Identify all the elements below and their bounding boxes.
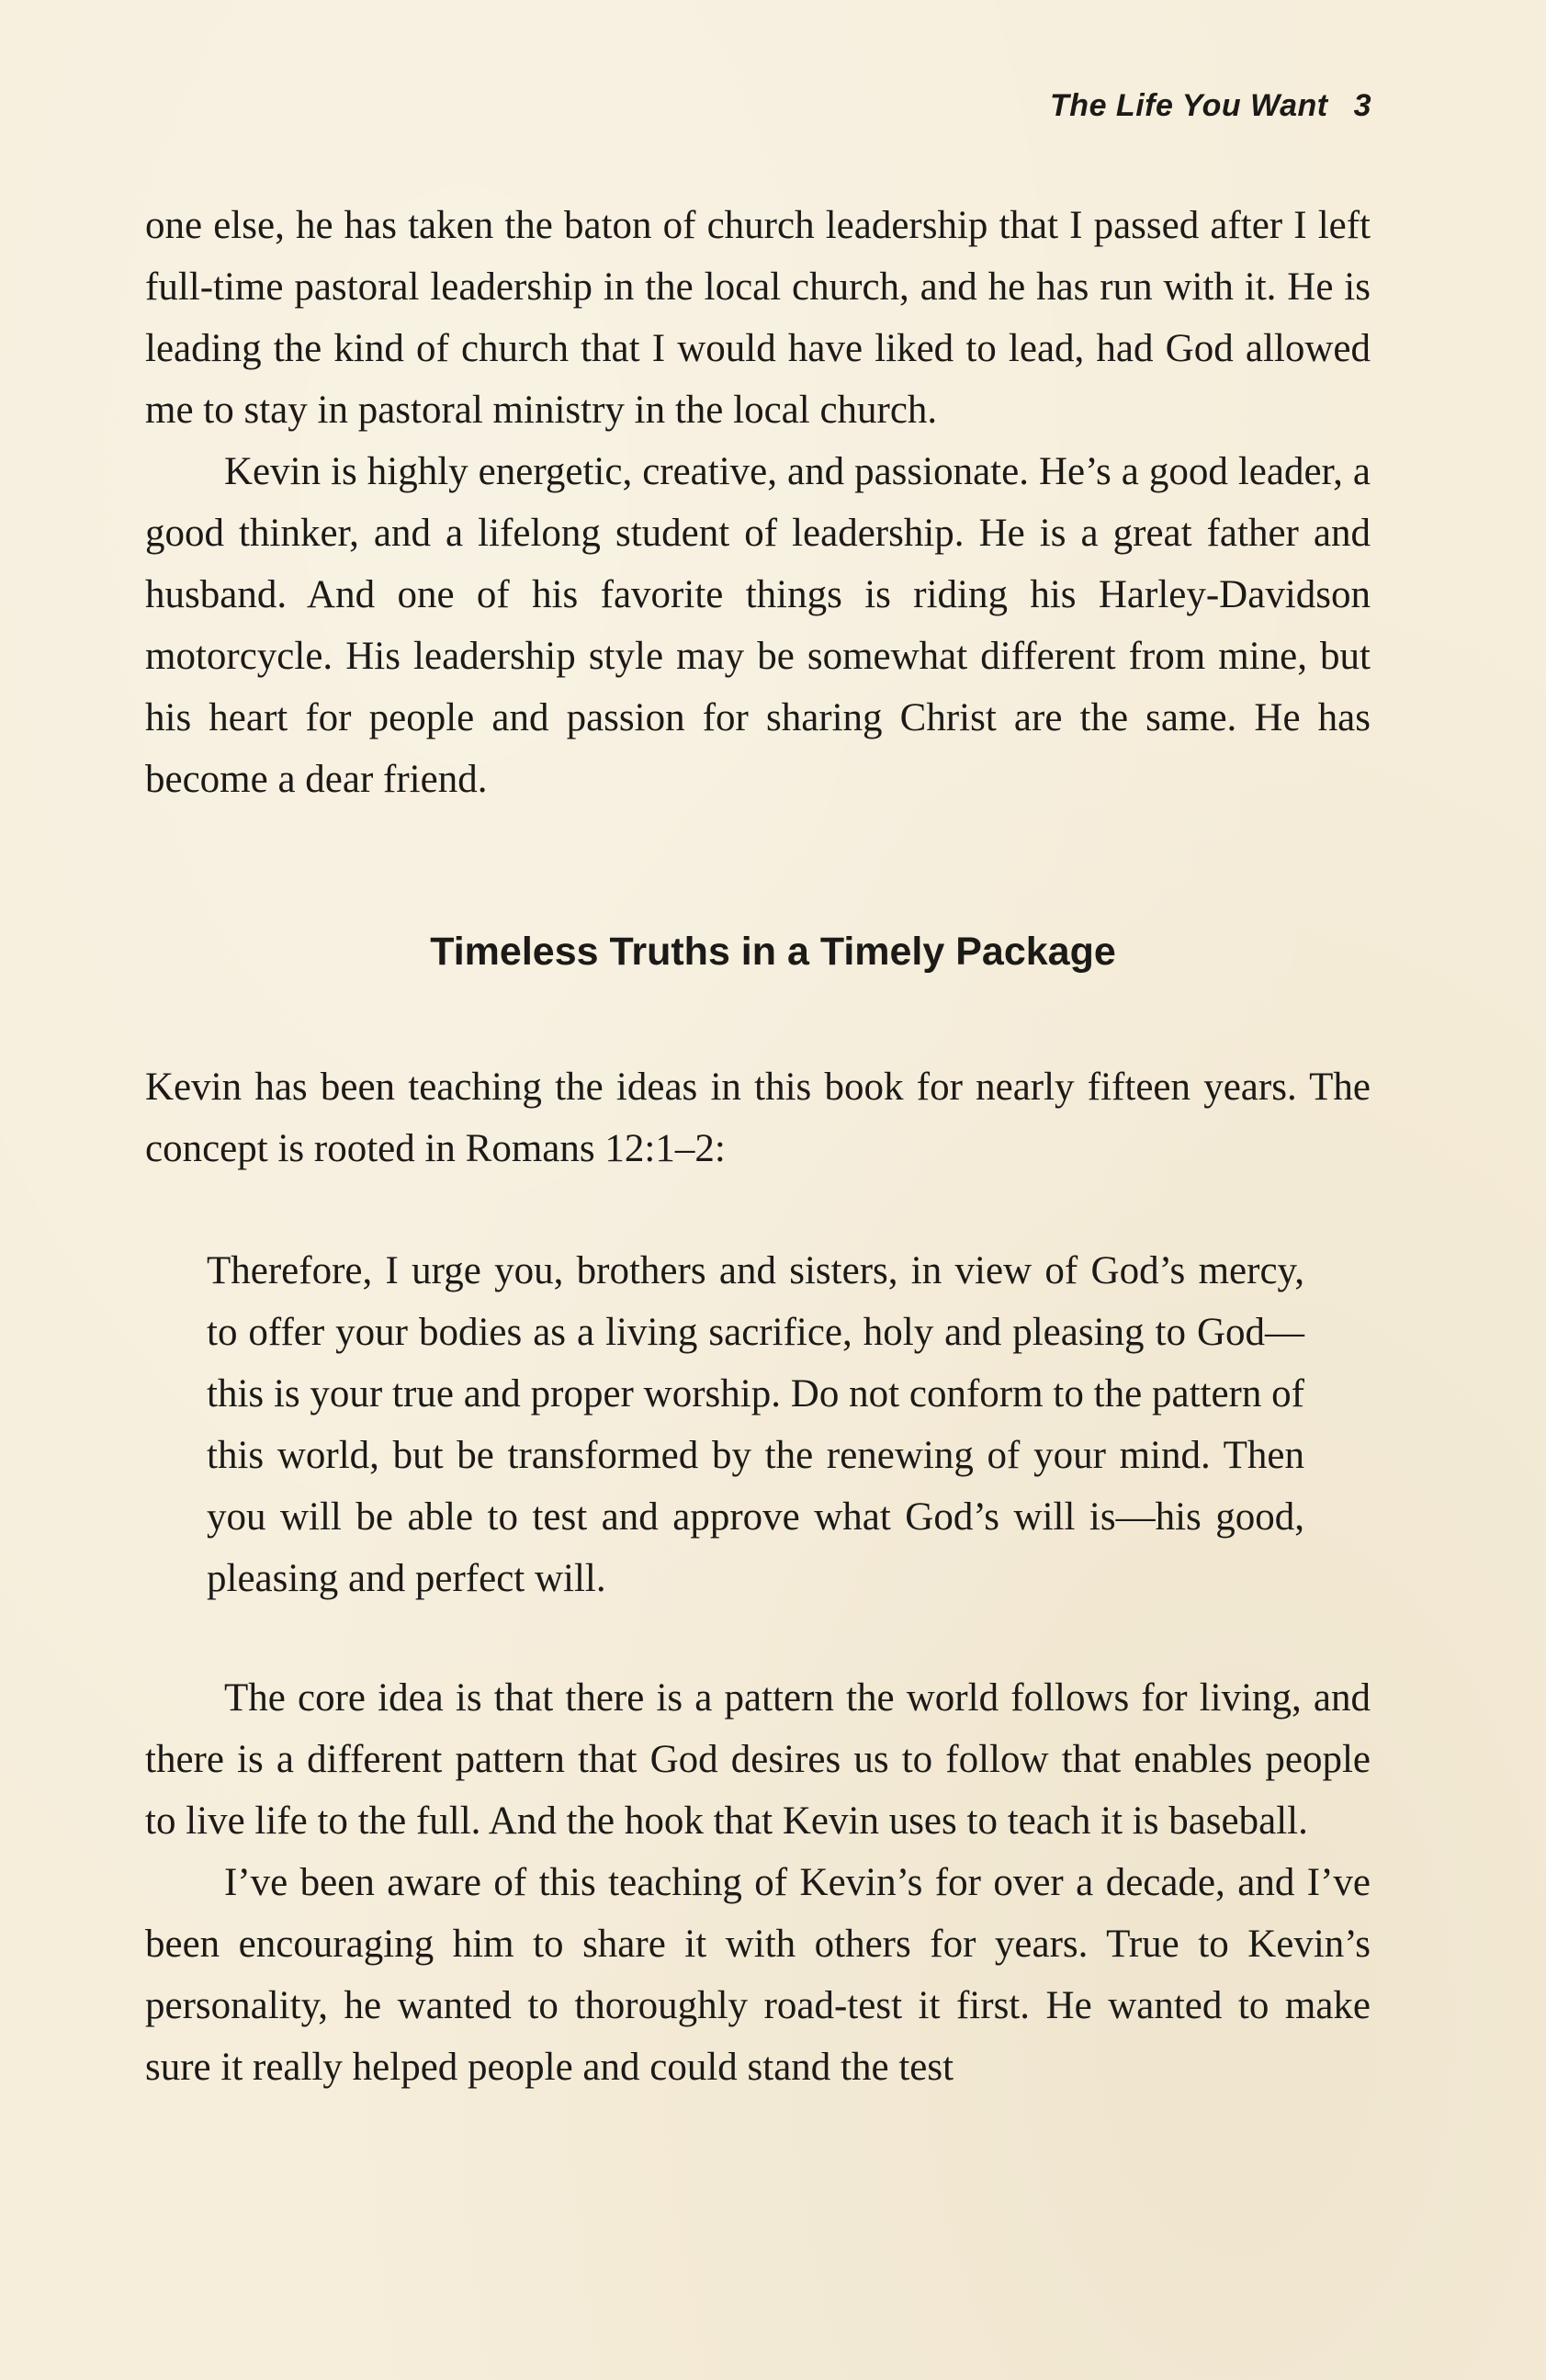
section-heading: Timeless Truths in a Timely Package xyxy=(430,930,1116,974)
body-text-top xyxy=(145,195,1371,810)
body-text-bottom xyxy=(145,1667,1371,2098)
running-head xyxy=(1050,88,1371,124)
body-text-intro xyxy=(145,1056,1371,1179)
scripture-quote: Therefore, I urge you, brothers and sisters, in view of God’s mercy, to offer your bodies as a living sacrifice, holy and pleasing to God—this is your true and proper worship. Do not conform to the pattern of this world, but be transformed by the renewing of your mind. Then you will be able to test and approve what God’s will is—his good, pleasing and perfect will. xyxy=(207,1249,1304,1600)
paragraph-core-idea: The core idea is that there is a pattern the world follows for living, and there is a different pattern that God desires us to follow that enables people to live life to the full. And the hook that Kevin uses to teach it is baseball. xyxy=(145,1676,1371,1843)
paragraph-continued: one else, he has taken the baton of church leadership that I passed after I left full-time pastoral leadership in the local church, and he has run with it. He is leading the kind of church that I would have liked to lead, had God allowed me to stay in pastoral ministry in the local church. xyxy=(145,204,1371,432)
paragraph-awareness: I’ve been aware of this teaching of Kevin’s for over a decade, and I’ve been encouraging him to share it with others for years. True to Kevin’s personality, he wanted to thoroughly road-test it first. He wanted to make sure it really helped people and could stand the test xyxy=(145,1861,1371,2089)
running-head-title: The Life You Want xyxy=(1050,88,1328,123)
paragraph-kevin-description: Kevin is highly energetic, creative, and passionate. He’s a good leader, a good thinker, and a lifelong student of leadership. He is a great father and husband. And one of his favorite things is riding his Harley-Davidson motorcycle. His leadership style may be somewhat different from mine, but his heart for people and passion for sharing Christ are the same. He has become a dear friend. xyxy=(145,450,1371,801)
page-number: 3 xyxy=(1353,88,1371,123)
paragraph-intro: Kevin has been teaching the ideas in this book for nearly fifteen years. The concept is rooted in Romans 12:1–2: xyxy=(145,1066,1371,1170)
